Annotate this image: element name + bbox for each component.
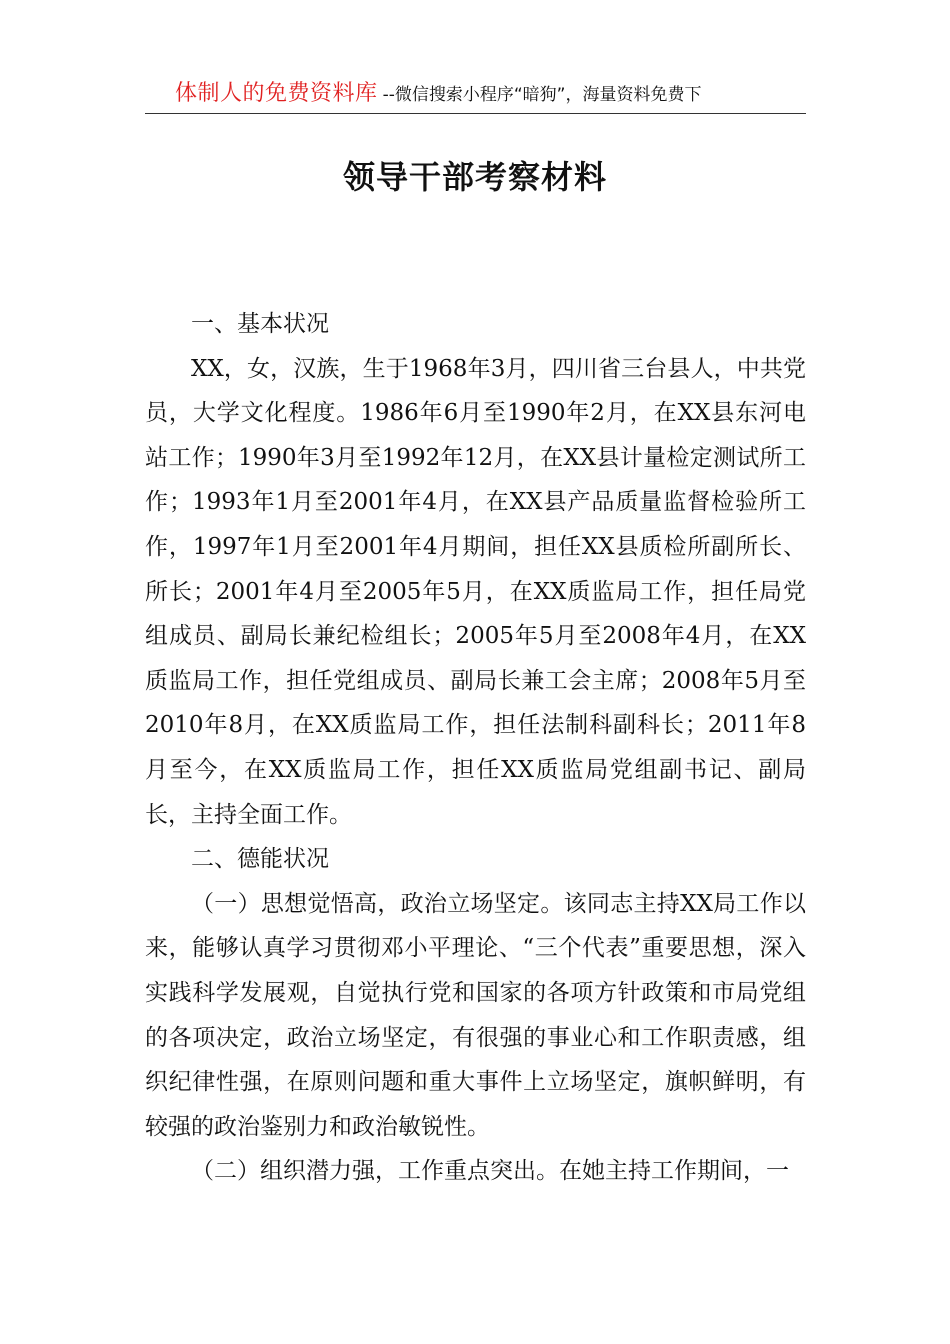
paragraph: （一）思想觉悟高，政治立场坚定。该同志主持XX局工作以来，能够认真学习贯彻邓小平理论、“三个代表”重要思想，深入实践科学发展观，自觉执行党和国家的各项方针政策和市局党组的各项决定，政治立场坚定，有很强的事业心和工作职责感，组织纪律性强，在原则问题和重大事件上立场坚定，旗帜鲜明，有较强的政治鉴别力和政治敏锐性。 xyxy=(145,890,806,1140)
document-title: 领导干部考察材料 xyxy=(342,158,607,196)
document-body xyxy=(145,302,806,1194)
header-tagline: --微信搜索小程序“暗狗”，海量资料免费下 xyxy=(382,85,702,105)
paragraph: （二）组织潜力强，工作重点突出。在她主持工作期间，一 xyxy=(191,1158,789,1185)
header-divider xyxy=(145,113,806,114)
section-heading: 一、基本状况 xyxy=(191,311,329,337)
page-header xyxy=(145,78,806,110)
paragraph: XX，女，汉族，生于1968年3月，四川省三台县人，中共党员，大学文化程度。1986年6月至1990年2月，在XX县东河电站工作；1990年3月至1992年12月，在XX县计量检定测试所工作；1993年1月至2001年4月，在XX县产品质量监督检验所工作，1997年1月至2001年4月期间，担任XX县质检所副所长、所长；2001年4月至2005年5月，在XX质监局工作，担任局党组成员、副局长兼纪检组长；2005年5月至2008年4月，在XX质监局工作，担任党组成员、副局长兼工会主席；2008年5月至2010年8月，在XX质监局工作，担任法制科副科长；2011年8月至今，在XX质监局工作，担任XX质监局党组副书记、副局长，主持全面工作。 xyxy=(145,355,806,828)
header-brand: 体制人的免费资料库 xyxy=(175,81,378,106)
section-heading: 二、德能状况 xyxy=(191,846,329,873)
